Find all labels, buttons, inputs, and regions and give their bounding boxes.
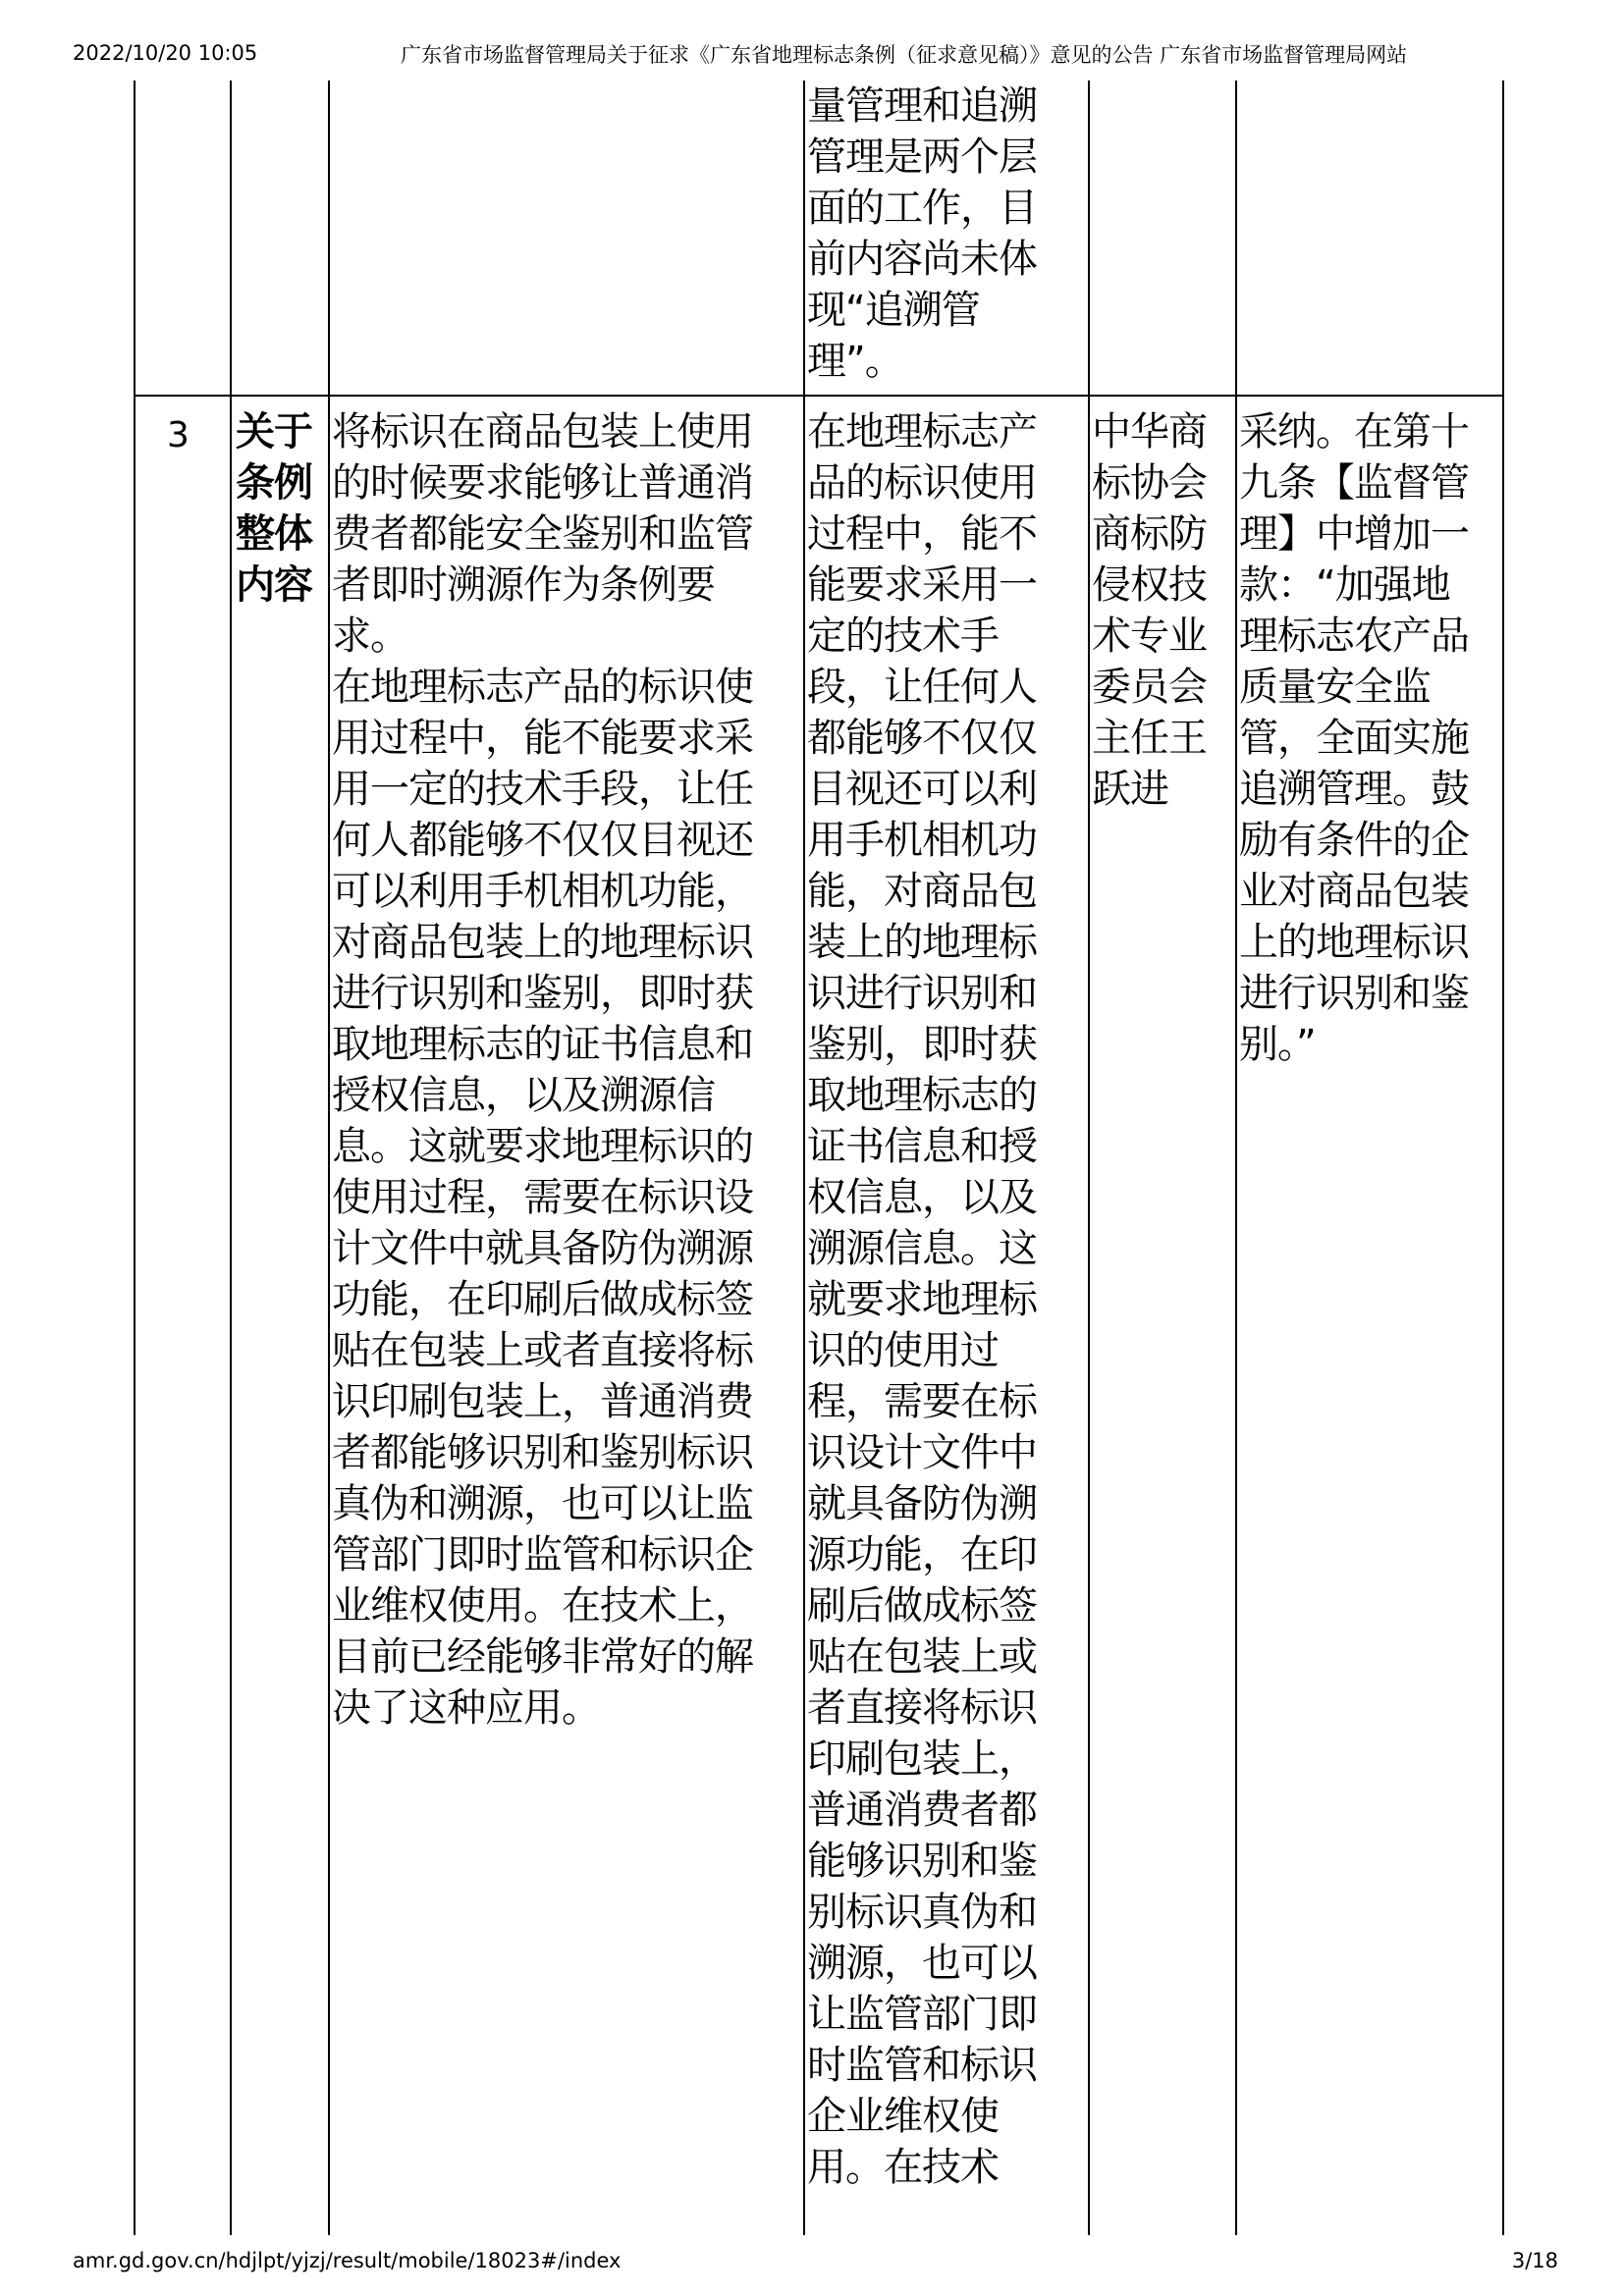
table-divider-2 <box>328 80 330 2235</box>
text-line: 溯源，也可以 <box>807 1941 1037 1986</box>
text-line: 用手机相机功 <box>807 818 1037 863</box>
text-line: 将标识在商品包装上使用 <box>332 409 753 454</box>
text-line: 上的地理标识 <box>1239 920 1469 965</box>
table-border-left <box>134 80 135 2235</box>
text-line: 者直接将标识 <box>807 1685 1037 1731</box>
text-line: 证书信息和授 <box>807 1124 1037 1169</box>
text-line: 溯源信息。这 <box>807 1226 1037 1271</box>
text-line: 业对商品包装 <box>1239 869 1469 914</box>
text-line: 权信息，以及 <box>807 1175 1037 1220</box>
text-line: 使用过程，需要在标识设 <box>332 1175 753 1220</box>
text-line: 普通消费者都 <box>807 1788 1037 1833</box>
text-line: 取地理标志的 <box>807 1073 1037 1118</box>
text-line: 标协会 <box>1092 460 1207 506</box>
text-line: 能要求采用一 <box>807 562 1037 608</box>
text-line: 关于 <box>236 409 312 454</box>
text-line: 企业维权使 <box>807 2094 999 2139</box>
text-line: 程，需要在标 <box>807 1379 1037 1424</box>
text-line: 就要求地理标 <box>807 1277 1037 1322</box>
page-number: 3/18 <box>1511 2249 1558 2272</box>
text-line: 费者都能安全鉴别和监管 <box>332 511 753 557</box>
text-line: 授权信息，以及溯源信 <box>332 1073 715 1118</box>
text-line: 决了这种应用。 <box>332 1685 600 1731</box>
text-line: 用一定的技术手段，让任 <box>332 767 753 812</box>
text-line: 九条【监督管 <box>1239 460 1469 506</box>
text-line: 取地理标志的证书信息和 <box>332 1022 753 1067</box>
text-line: 能够识别和鉴 <box>807 1839 1037 1884</box>
text-line: 识印刷包装上，普通消费 <box>332 1379 753 1424</box>
text-line: 别标识真伪和 <box>807 1890 1037 1935</box>
text-line: 质量安全监 <box>1239 665 1431 710</box>
text-line: 跃进 <box>1092 767 1168 812</box>
text-line: 在地理标志产品的标识使 <box>332 665 753 710</box>
text-line: 识的使用过 <box>807 1328 999 1373</box>
text-line: 主任王 <box>1092 716 1207 761</box>
text-line: 者都能够识别和鉴别标识 <box>332 1430 753 1475</box>
text-line: 用。在技术 <box>807 2145 999 2190</box>
text-line: 贴在包装上或者直接将标 <box>332 1328 753 1373</box>
text-line: 量管理和追溯 <box>807 83 1037 129</box>
text-line: 前内容尚未体 <box>807 237 1037 282</box>
text-line: 管理是两个层 <box>807 134 1037 180</box>
text-line: 采纳。在第十 <box>1239 409 1469 454</box>
text-line: 理标志农产品 <box>1239 614 1469 659</box>
text-line: 计文件中就具备防伪溯源 <box>332 1226 753 1271</box>
text-line: 进行识别和鉴 <box>1239 971 1469 1016</box>
text-line: 者即时溯源作为条例要 <box>332 562 715 608</box>
text-line: 能，对商品包 <box>807 869 1037 914</box>
text-line: 刷后做成标签 <box>807 1583 1037 1629</box>
text-line: 装上的地理标 <box>807 920 1037 965</box>
text-line: 过程中，能不 <box>807 511 1037 557</box>
suggestion-cell <box>332 406 753 1734</box>
table-divider-1 <box>230 80 232 2235</box>
text-line: 理”。 <box>807 339 903 384</box>
text-line: 可以利用手机相机功能， <box>332 869 753 914</box>
text-line: 时监管和标识 <box>807 2043 1037 2088</box>
clause-cell <box>236 406 312 611</box>
text-line: 面的工作，目 <box>807 186 1037 231</box>
row-number: 3 <box>167 415 189 455</box>
text-line: 追溯管理。鼓 <box>1239 767 1469 812</box>
print-datetime: 2022/10/20 10:05 <box>73 41 258 65</box>
text-line: 让监管部门即 <box>807 1992 1037 2037</box>
text-line: 源功能，在印 <box>807 1532 1037 1577</box>
text-line: 励有条件的企 <box>1239 818 1469 863</box>
text-line: 何人都能够不仅仅目视还 <box>332 818 753 863</box>
text-line: 用过程中，能不能要求采 <box>332 716 753 761</box>
reason-cell <box>807 406 1037 2193</box>
text-line: 业维权使用。在技术上， <box>332 1583 753 1629</box>
text-line: 就具备防伪溯 <box>807 1481 1037 1526</box>
text-line: 管部门即时监管和标识企 <box>332 1532 753 1577</box>
text-line: 鉴别，即时获 <box>807 1022 1037 1067</box>
text-line: 现“追溯管 <box>807 288 980 333</box>
text-line: 管，全面实施 <box>1239 716 1469 761</box>
text-line: 款：“加强地 <box>1239 562 1450 608</box>
text-line: 商标防 <box>1092 511 1207 557</box>
table-divider-3 <box>803 80 805 2235</box>
top-row-reason-cell <box>807 80 1037 387</box>
response-cell <box>1239 406 1469 1070</box>
text-line: 识设计文件中 <box>807 1430 1037 1475</box>
text-line: 的时候要求能够让普通消 <box>332 460 753 506</box>
text-line: 在地理标志产 <box>807 409 1037 454</box>
text-line: 整体 <box>236 511 312 557</box>
text-line: 内容 <box>236 562 312 608</box>
text-line: 求。 <box>332 614 408 659</box>
row-divider <box>134 395 1504 397</box>
table-divider-5 <box>1235 80 1237 2235</box>
table-divider-4 <box>1088 80 1090 2235</box>
proposer-cell <box>1092 406 1207 815</box>
text-line: 品的标识使用 <box>807 460 1037 506</box>
page-url: amr.gd.gov.cn/hdjlpt/yjzj/result/mobile/18023#/index <box>73 2249 622 2272</box>
table-border-right <box>1502 80 1504 2235</box>
text-line: 中华商 <box>1092 409 1207 454</box>
text-line: 侵权技 <box>1092 562 1207 608</box>
text-line: 术专业 <box>1092 614 1207 659</box>
text-line: 对商品包装上的地理标识 <box>332 920 753 965</box>
text-line: 贴在包装上或 <box>807 1634 1037 1680</box>
text-line: 别。” <box>1239 1022 1316 1067</box>
text-line: 印刷包装上， <box>807 1736 1037 1782</box>
text-line: 条例 <box>236 460 312 506</box>
text-line: 都能够不仅仅 <box>807 716 1037 761</box>
text-line: 目前已经能够非常好的解 <box>332 1634 753 1680</box>
text-line: 识进行识别和 <box>807 971 1037 1016</box>
page-title: 广东省市场监督管理局关于征求《广东省地理标志条例（征求意见稿）》意见的公告 广东省市场监督管理局网站 <box>401 43 1408 67</box>
text-line: 段，让任何人 <box>807 665 1037 710</box>
text-line: 目视还可以利 <box>807 767 1037 812</box>
text-line: 委员会 <box>1092 665 1207 710</box>
text-line: 真伪和溯源，也可以让监 <box>332 1481 753 1526</box>
text-line: 理】中增加一 <box>1239 511 1469 557</box>
text-line: 息。这就要求地理标识的 <box>332 1124 753 1169</box>
text-line: 功能，在印刷后做成标签 <box>332 1277 753 1322</box>
text-line: 定的技术手 <box>807 614 999 659</box>
text-line: 进行识别和鉴别，即时获 <box>332 971 753 1016</box>
